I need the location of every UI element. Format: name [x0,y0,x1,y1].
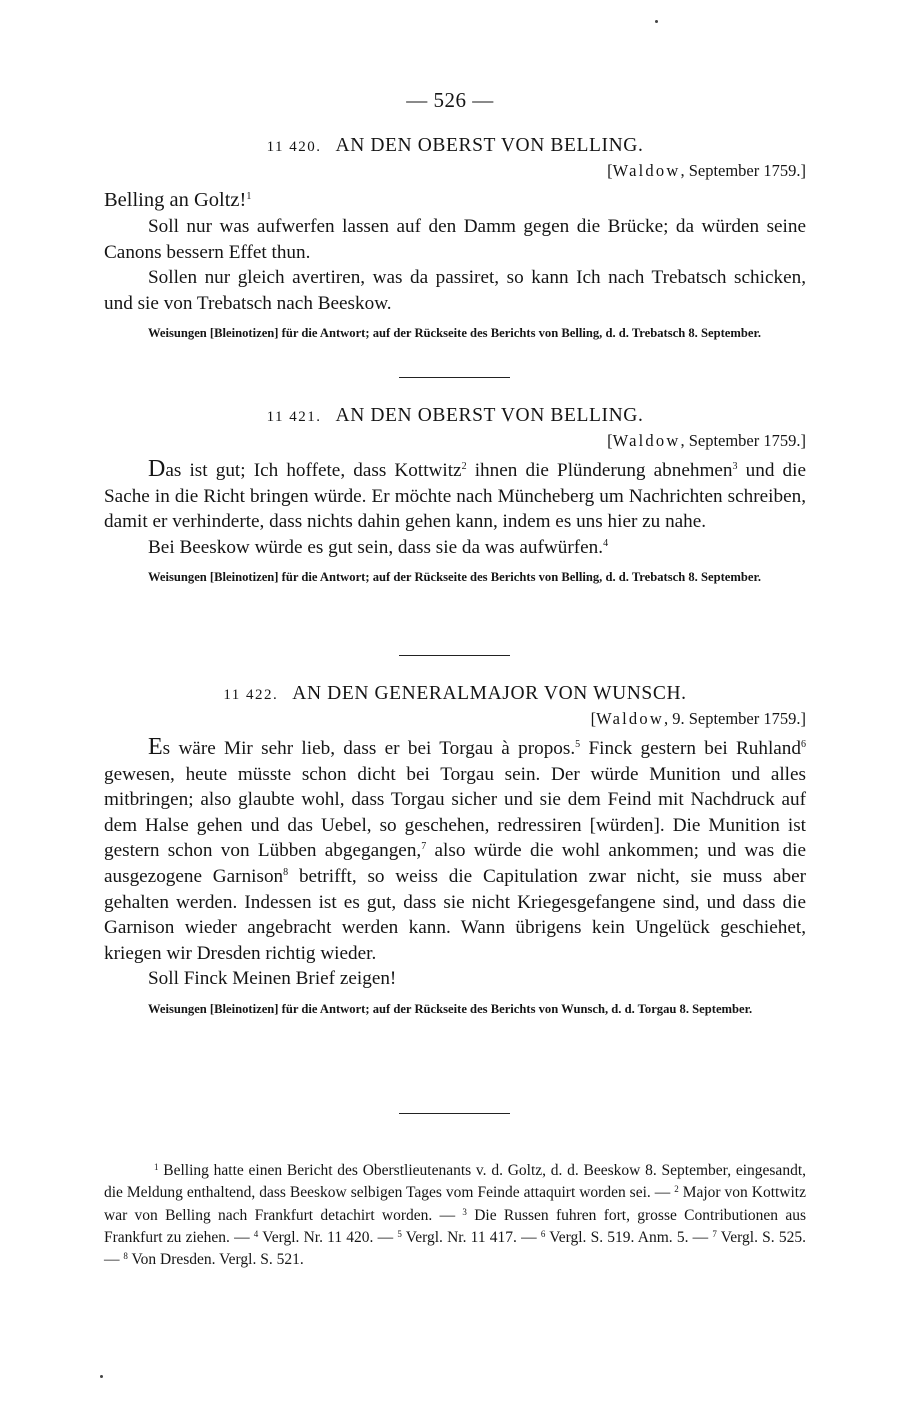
paragraph: Soll Finck Meinen Brief zeigen! [148,968,397,990]
footnote-mark: 3 [462,1206,467,1217]
editorial-note: Weisungen [Bleinotizen] für die Antwort; auf der Rückseite des Berichts von Belling, d. d. Trebatsch 8. September. [148,326,762,341]
editorial-note: Weisungen [Bleinotizen] für die Antwort; auf der Rückseite des Berichts von Belling, d. d. Trebatsch 8. September. [148,570,762,585]
footnote-text: Von Dresden. Vergl. S. 521. [127,1251,304,1269]
speck [655,20,658,23]
footnote-mark: 1 [154,1162,159,1172]
letter-11422 [104,681,806,1017]
date-place: Waldow [612,161,681,180]
paragraph: Sollen nur gleich avertiren, was da passiret, so kann Ich nach Trebatsch schicken, und sie von Trebatsch nach Beeskow. [104,267,806,314]
section-divider [399,1113,510,1114]
footnote-text: Belling hatte einen Bericht des Oberstlieutenants v. d. Goltz, d. d. Beeskow 8. September, eingesandt, die Meldung enthaltend, dass Beeskow selbigen Tages vom Feinde attaquirt worden sei. — [104,1162,806,1202]
date-place: Waldow [596,709,664,728]
page-number: — 526 — [406,88,494,112]
footnote-mark: 4 [253,1228,259,1239]
footnote-text: Vergl. S. 525. — [104,1228,806,1269]
letter-number: 11 421. [266,409,322,425]
letter-title: AN DEN OBERST VON BELLING. [335,135,644,156]
footnote-mark: 2 [674,1184,679,1195]
footnote-ref: 1 [246,191,252,202]
footnote-mark: 7 [712,1228,717,1239]
salutation: Belling an Goltz!$^1$ [104,189,252,211]
footnote-text: Vergl. Nr. 11 420. — [258,1228,398,1246]
letter-date: [Waldow, September 1759.] [607,431,806,450]
letter-heading [104,133,806,159]
initial-letter: E [148,734,163,760]
paragraph: Das ist gut; Ich hoffete, dass Kottwitz$^2$ ihnen die Plünderung abnehmen$^3$ und die Sache in die Richt bringen würde. Er möchte nach Müncheberg um Nachrichten schreiben, damit er verhinderte, dass nichts dahin gehen kann, indem es uns hier zu nahe. [104,456,806,533]
letter-title: AN DEN OBERST VON BELLING. [335,405,644,426]
paragraph: Bei Beeskow würde es gut sein, dass sie da was aufwürfen.$^4$ [148,536,609,558]
letter-title: AN DEN GENERALMAJOR VON WUNSCH. [292,683,687,704]
footnote-ref: 7 [421,841,427,853]
footnote-ref: 4 [603,537,609,549]
footnote-mark: 6 [540,1228,546,1239]
footnote-mark: 8 [123,1251,128,1262]
letter-number: 11 420. [266,139,322,155]
letter-body [104,457,806,560]
letter-body [104,187,806,316]
footnote-mark: 5 [397,1228,402,1239]
section-divider [399,655,510,656]
section-divider [399,377,510,378]
letter-date: [Waldow, September 1759.] [607,161,806,180]
paragraph: Es wäre Mir sehr lieb, dass er bei Torgau à propos.$^5$ Finck gestern bei Ruhland$^6$ gewesen, heute müsste schon dicht bei Torgau sein. Der würde Munition und alles mitbringen; also glaubte wohl, dass Torgau sicher und sie dem Feind mit Nachdruck auf dem Halse gehen und das Uebel, so geschehen, redressiren [würden]. Die Munition ist gestern schon von Lübben abgegangen,$^7$ also würde die wohl ankommen; und was die ausgezogene Garnison$^8$ betrifft, so weiss die Capitulation zwar nicht, sie muss aber gehalten werden. Indessen ist es gut, dass sie nicht Kriegesgefangene sind, und dass die Garnison wieder angebracht werden kann. Wann übrigens kein Ungelück geschiehet, kriegen wir Dresden richtig wieder. [104,734,806,964]
letter-heading [104,681,806,707]
footnote-ref: 8 [283,866,289,878]
speck [100,1375,103,1378]
letter-11420 [104,133,806,342]
footnotes [104,1160,806,1271]
letter-heading [104,403,806,429]
footnote-text: Die Russen fuhren fort, grosse Contributionen aus Frankfurt zu ziehen. — [104,1206,806,1246]
footnote-text: Vergl. S. 519. Anm. 5. — [545,1228,713,1246]
letter-11421 [104,403,806,586]
editorial-note: Weisungen [Bleinotizen] für die Antwort; auf der Rückseite des Berichts von Wunsch, d. d. Torgau 8. September. [148,1001,753,1016]
date-place: Waldow [612,431,681,450]
footnote-ref: 5 [575,739,581,750]
footnote-text: Major von Kottwitz war von Belling nach Frankfurt detachirt worden. — [104,1184,806,1224]
paragraph: Soll nur was aufwerfen lassen auf den Damm gegen die Brücke; da würden seine Canons bessern Effet thun. [104,216,806,263]
footnote-text: Vergl. Nr. 11 417. — [401,1228,541,1246]
letter-body [104,735,806,992]
footnote-ref: 3 [732,461,738,472]
letter-number: 11 422. [223,687,279,703]
footnote-ref: 6 [801,739,806,750]
footnote-ref: 2 [461,461,467,472]
initial-letter: D [148,456,166,482]
letter-date: [Waldow, 9. September 1759.] [590,709,806,728]
